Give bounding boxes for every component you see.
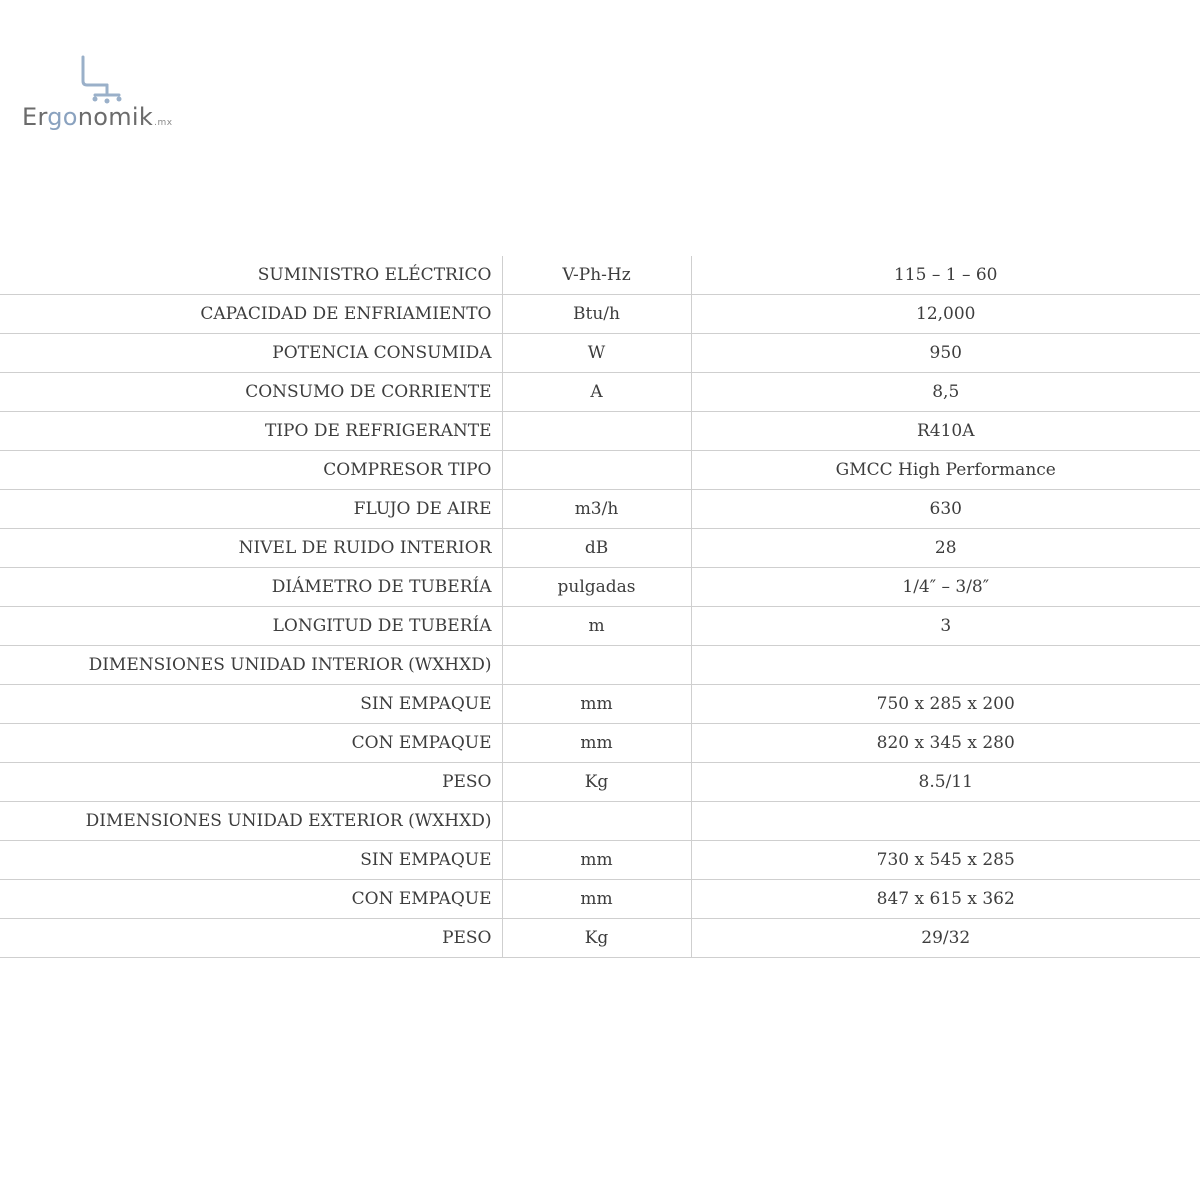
spec-value: 820 x 345 x 280 (691, 724, 1200, 763)
spec-value: 950 (691, 334, 1200, 373)
table-row (0, 646, 1200, 685)
spec-value: 29/32 (691, 919, 1200, 958)
spec-value: 12,000 (691, 295, 1200, 334)
spec-label: DIMENSIONES UNIDAD INTERIOR (WXHXD) (0, 646, 502, 685)
spec-value: 630 (691, 490, 1200, 529)
spec-label: SUMINISTRO ELÉCTRICO (0, 256, 502, 295)
spec-label: CON EMPAQUE (0, 724, 502, 763)
spec-value: GMCC High Performance (691, 451, 1200, 490)
spec-unit: mm (502, 880, 691, 919)
table-row (0, 841, 1200, 880)
table-row (0, 919, 1200, 958)
spec-label: DIÁMETRO DE TUBERÍA (0, 568, 502, 607)
spec-unit: mm (502, 724, 691, 763)
table-row (0, 724, 1200, 763)
spec-label: TIPO DE REFRIGERANTE (0, 412, 502, 451)
table-row (0, 685, 1200, 724)
spec-label: SIN EMPAQUE (0, 685, 502, 724)
table-row (0, 490, 1200, 529)
spec-unit: A (502, 373, 691, 412)
spec-unit (502, 646, 691, 685)
spec-value: 8.5/11 (691, 763, 1200, 802)
brand-name-part2: go (47, 103, 78, 131)
table-row (0, 451, 1200, 490)
spec-unit: W (502, 334, 691, 373)
spec-unit: dB (502, 529, 691, 568)
spec-value: 1/4″ – 3/8″ (691, 568, 1200, 607)
office-chair-icon (77, 55, 137, 107)
table-row (0, 763, 1200, 802)
spec-label: CON EMPAQUE (0, 880, 502, 919)
spec-label: SIN EMPAQUE (0, 841, 502, 880)
table-row (0, 880, 1200, 919)
brand-tld: .mx (154, 118, 173, 128)
spec-unit: Kg (502, 763, 691, 802)
table-row (0, 529, 1200, 568)
table-row (0, 412, 1200, 451)
brand-wordmark (22, 103, 173, 131)
spec-unit: Btu/h (502, 295, 691, 334)
spec-table (0, 256, 1200, 958)
spec-value: 847 x 615 x 362 (691, 880, 1200, 919)
spec-label: CONSUMO DE CORRIENTE (0, 373, 502, 412)
spec-value: 115 – 1 – 60 (691, 256, 1200, 295)
spec-label: DIMENSIONES UNIDAD EXTERIOR (WXHXD) (0, 802, 502, 841)
spec-unit: mm (502, 685, 691, 724)
spec-value (691, 802, 1200, 841)
table-row (0, 607, 1200, 646)
spec-value: 730 x 545 x 285 (691, 841, 1200, 880)
spec-label: NIVEL DE RUIDO INTERIOR (0, 529, 502, 568)
brand-logo (22, 55, 182, 135)
table-row (0, 256, 1200, 295)
spec-unit (502, 802, 691, 841)
spec-table-body (0, 256, 1200, 958)
spec-value: 3 (691, 607, 1200, 646)
spec-unit: mm (502, 841, 691, 880)
table-row (0, 568, 1200, 607)
table-row (0, 373, 1200, 412)
table-row (0, 802, 1200, 841)
spec-unit: Kg (502, 919, 691, 958)
spec-label: COMPRESOR TIPO (0, 451, 502, 490)
table-row (0, 334, 1200, 373)
spec-label: PESO (0, 763, 502, 802)
table-row (0, 295, 1200, 334)
spec-unit (502, 451, 691, 490)
spec-unit: m3/h (502, 490, 691, 529)
spec-value: 750 x 285 x 200 (691, 685, 1200, 724)
spec-value: R410A (691, 412, 1200, 451)
spec-label: POTENCIA CONSUMIDA (0, 334, 502, 373)
brand-name-part1: Er (22, 103, 48, 131)
spec-unit (502, 412, 691, 451)
spec-label: FLUJO DE AIRE (0, 490, 502, 529)
spec-label: CAPACIDAD DE ENFRIAMIENTO (0, 295, 502, 334)
spec-unit: V-Ph-Hz (502, 256, 691, 295)
brand-name-part3: nomik (77, 103, 154, 131)
spec-value (691, 646, 1200, 685)
spec-label: PESO (0, 919, 502, 958)
spec-unit: pulgadas (502, 568, 691, 607)
spec-unit: m (502, 607, 691, 646)
spec-label: LONGITUD DE TUBERÍA (0, 607, 502, 646)
spec-value: 8,5 (691, 373, 1200, 412)
spec-value: 28 (691, 529, 1200, 568)
